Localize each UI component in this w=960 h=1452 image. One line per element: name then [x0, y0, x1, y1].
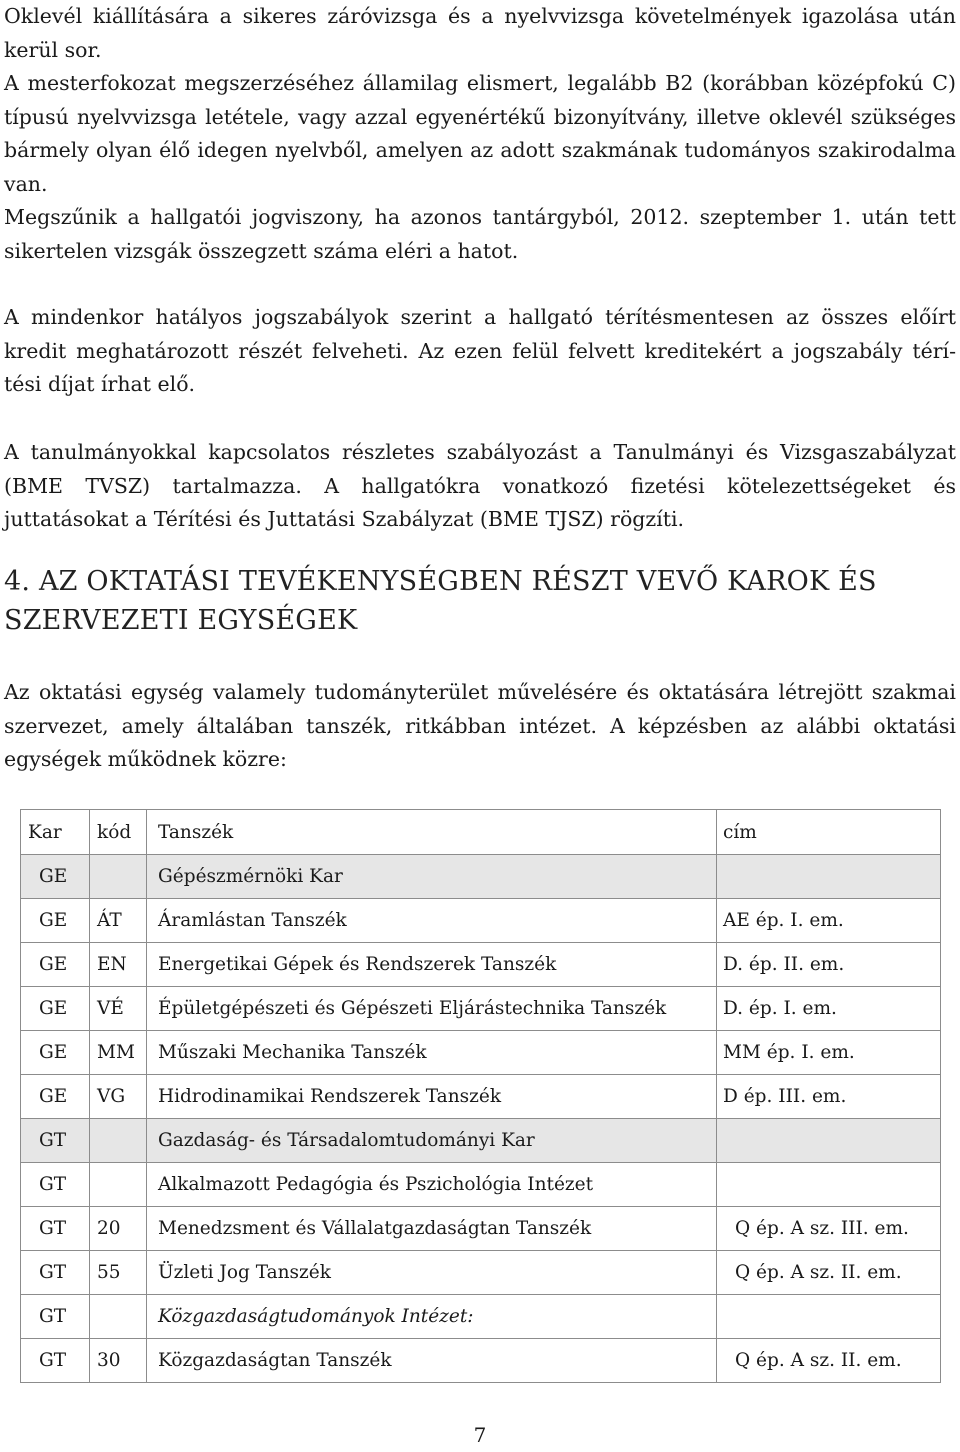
cell-kar: GT: [21, 1163, 90, 1207]
table-row: [21, 943, 941, 987]
cell-kar: GE: [21, 943, 90, 987]
cell-cim: [717, 1119, 941, 1163]
cell-tanszek: Üzleti Jog Tanszék: [147, 1251, 717, 1295]
cell-tanszek: Gépészmérnöki Kar: [147, 855, 717, 899]
table-row: [21, 1075, 941, 1119]
cell-kod: [90, 1163, 147, 1207]
cell-cim: D. ép. II. em.: [717, 943, 941, 987]
section-title-line1: 4. AZ OKTATÁSI TEVÉKENYSÉGBEN RÉSZT VEVŐ KAROK ÉS: [4, 566, 877, 597]
cell-tanszek: Áramlástan Tanszék: [147, 899, 717, 943]
cell-kar: GE: [21, 899, 90, 943]
cell-cim: [717, 1295, 941, 1339]
cell-kod: VÉ: [90, 987, 147, 1031]
cell-kod: [90, 1295, 147, 1339]
table-row: [21, 1251, 941, 1295]
cell-kar: GE: [21, 987, 90, 1031]
cell-kar: GT: [21, 1251, 90, 1295]
cell-cim: [717, 855, 941, 899]
cell-tanszek: Menedzsment és Vállalatgazdaságtan Tanszék: [147, 1207, 717, 1251]
paragraph-credits: A mindenkor hatályos jogszabályok szerint a hallgató térítésmentesen az összes előírt kredit meghatározott részét felveheti. Az ezen felül felvett kreditekért a jogszabály térí-tési díjat írhat elő.: [4, 305, 956, 396]
paragraph-units-intro: Az oktatási egység valamely tudományterület művelésére és oktatására létrejött szakmai szervezet, amely általában tanszék, ritkábban intézet. A képzésben az alábbi oktatási egységek működnek közre:: [4, 680, 956, 771]
paragraph-student-status: Megszűnik a hallgatói jogviszony, ha azonos tantárgyból, 2012. szeptember 1. után tett sikertelen vizsgák összegzett száma eléri a hatot.: [4, 205, 956, 263]
cell-kod: 20: [90, 1207, 147, 1251]
section-title-line2: SZERVEZETI EGYSÉGEK: [4, 605, 358, 636]
cell-kod: VG: [90, 1075, 147, 1119]
cell-tanszek: Energetikai Gépek és Rendszerek Tanszék: [147, 943, 717, 987]
cell-kar: GT: [21, 1295, 90, 1339]
header-cell-kod: kód: [90, 810, 147, 855]
cell-kod: 55: [90, 1251, 147, 1295]
cell-kod: ÁT: [90, 899, 147, 943]
table-row: [21, 855, 941, 899]
cell-tanszek: Közgazdaságtan Tanszék: [147, 1339, 717, 1383]
cell-cim: D. ép. I. em.: [717, 987, 941, 1031]
table-row: [21, 1295, 941, 1339]
cell-cim: AE ép. I. em.: [717, 899, 941, 943]
section-title: [4, 562, 954, 640]
cell-cim: Q ép. A sz. II. em.: [717, 1251, 941, 1295]
table-row: [21, 899, 941, 943]
cell-cim: MM ép. I. em.: [717, 1031, 941, 1075]
paragraph-language-exam: A mesterfokozat megszerzéséhez államilag elismert, legalább B2 (korábban középfokú C) típusú nyelvvizsga letétele, vagy azzal egyenértékű bizonyítvány, illetve oklevél szükséges bármely olyan élő idegen nyelvből, amelyen az adott szakmának tudományos szakirodalma van.: [4, 71, 956, 196]
header-cell-tanszek: Tanszék: [147, 810, 717, 855]
cell-tanszek: Közgazdaságtudományok Intézet:: [147, 1295, 717, 1339]
table-header-row: [21, 810, 941, 855]
table-row: [21, 987, 941, 1031]
departments-table: [20, 809, 941, 1383]
cell-kod: EN: [90, 943, 147, 987]
page-number: 7: [473, 1423, 487, 1447]
cell-tanszek: Épületgépészeti és Gépészeti Eljárástechnika Tanszék: [147, 987, 717, 1031]
cell-tanszek: Hidrodinamikai Rendszerek Tanszék: [147, 1075, 717, 1119]
cell-cim: Q ép. A sz. III. em.: [717, 1207, 941, 1251]
cell-tanszek: Gazdaság- és Társadalomtudományi Kar: [147, 1119, 717, 1163]
header-cell-kar: Kar: [21, 810, 90, 855]
cell-kod: [90, 1119, 147, 1163]
table-row: [21, 1339, 941, 1383]
cell-tanszek: Alkalmazott Pedagógia és Pszichológia Intézet: [147, 1163, 717, 1207]
cell-kod: [90, 855, 147, 899]
cell-kar: GE: [21, 1031, 90, 1075]
cell-cim: Q ép. A sz. II. em.: [717, 1339, 941, 1383]
paragraph-diploma: Oklevél kiállítására a sikeres záróvizsga és a nyelvvizsga követelmények igazolása után kerül sor.: [4, 4, 956, 62]
cell-kod: MM: [90, 1031, 147, 1075]
cell-cim: [717, 1163, 941, 1207]
cell-cim: D ép. III. em.: [717, 1075, 941, 1119]
cell-tanszek: Műszaki Mechanika Tanszék: [147, 1031, 717, 1075]
table-row: [21, 1207, 941, 1251]
cell-kar: GE: [21, 855, 90, 899]
cell-kar: GT: [21, 1339, 90, 1383]
cell-kar: GT: [21, 1207, 90, 1251]
table-row: [21, 1119, 941, 1163]
cell-kod: 30: [90, 1339, 147, 1383]
paragraph-regulations: A tanulmányokkal kapcsolatos részletes szabályozást a Tanulmányi és Vizsgaszabályzat (BME TVSZ) tartalmazza. A hallgatókra vonatkozó fizetési kötelezettségeket és juttatásokat a Térítési és Juttatási Szabályzat (BME TJSZ) rögzíti.: [4, 440, 956, 531]
table-row: [21, 1031, 941, 1075]
table-row: [21, 1163, 941, 1207]
cell-kar: GT: [21, 1119, 90, 1163]
cell-kar: GE: [21, 1075, 90, 1119]
header-cell-cim: cím: [717, 810, 941, 855]
